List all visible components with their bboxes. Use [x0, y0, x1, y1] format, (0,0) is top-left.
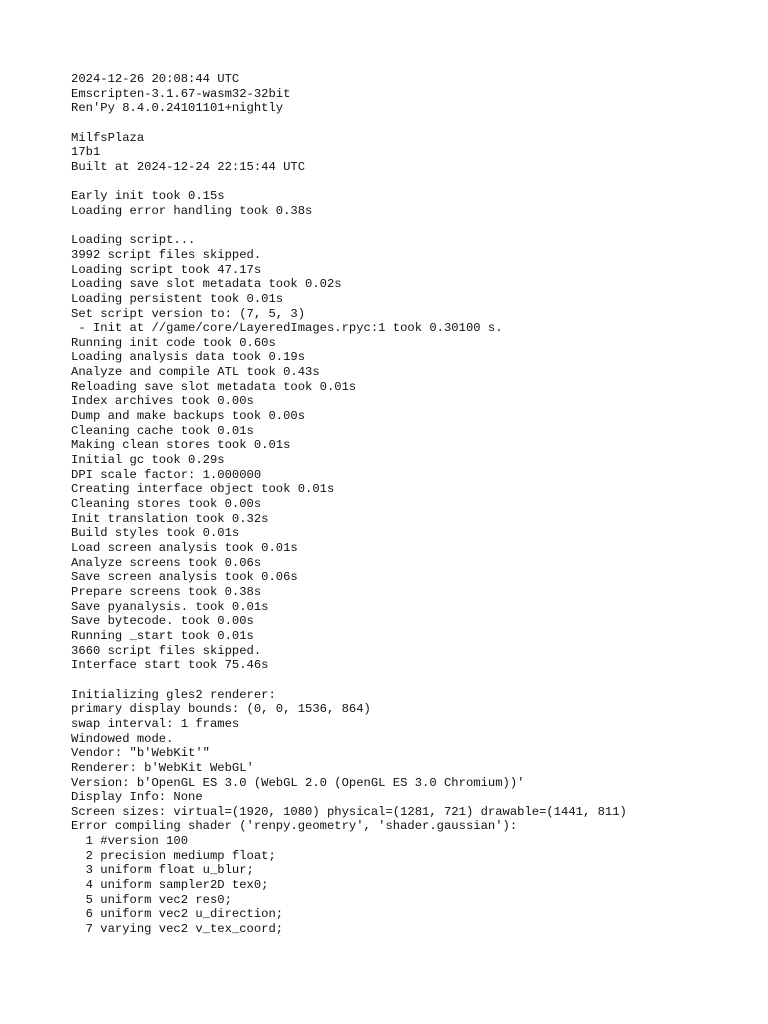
log-line: Initializing gles2 renderer: [71, 687, 276, 702]
log-line: 7 varying vec2 v_tex_coord; [71, 922, 284, 937]
log-line: Emscripten-3.1.67-wasm32-32bit [71, 86, 291, 101]
log-line: Version: b'OpenGL ES 3.0 (WebGL 2.0 (OpenGL ES 3.0 Chromium))' [71, 775, 525, 790]
log-line: Save bytecode. took 0.00s [71, 614, 254, 629]
log-line: Build styles took 0.01s [71, 526, 240, 541]
log-line: Set script version to: (7, 5, 3) [71, 306, 306, 321]
log-line: - Init at //game/core/LayeredImages.rpyc:1 took 0.30100 s. [71, 321, 503, 336]
log-line: 2 precision mediump float; [71, 848, 276, 863]
log-line: Running init code took 0.60s [71, 335, 276, 350]
log-line: Windowed mode. [71, 731, 174, 746]
log-line: 3992 script files skipped. [71, 247, 262, 262]
log-line: Cleaning cache took 0.01s [71, 423, 254, 438]
log-line: Loading save slot metadata took 0.02s [71, 277, 342, 292]
log-line: 3 uniform float u_blur; [71, 863, 254, 878]
log-line: Initial gc took 0.29s [71, 453, 225, 468]
log-blank-line [71, 673, 768, 688]
log-line: Vendor: "b'WebKit'" [71, 746, 210, 761]
log-line: Making clean stores took 0.01s [71, 438, 291, 453]
log-line: 5 uniform vec2 res0; [71, 892, 232, 907]
log-line: Loading error handling took 0.38s [71, 203, 313, 218]
log-line: Early init took 0.15s [71, 189, 225, 204]
log-line: Loading persistent took 0.01s [71, 291, 284, 306]
log-line: Analyze and compile ATL took 0.43s [71, 365, 320, 380]
log-line: Loading script took 47.17s [71, 262, 262, 277]
log-line: 4 uniform sampler2D tex0; [71, 878, 269, 893]
log-line: Running _start took 0.01s [71, 628, 254, 643]
log-line: Dump and make backups took 0.00s [71, 409, 306, 424]
log-line: Init translation took 0.32s [71, 511, 269, 526]
log-line: Reloading save slot metadata took 0.01s [71, 379, 357, 394]
log-line: Interface start took 75.46s [71, 658, 269, 673]
log-line: Loading analysis data took 0.19s [71, 350, 306, 365]
log-line: 2024-12-26 20:08:44 UTC [71, 72, 240, 86]
log-line: Creating interface object took 0.01s [71, 482, 335, 497]
log-line: Loading script... [71, 233, 196, 248]
log-line: Save screen analysis took 0.06s [71, 570, 298, 585]
log-line: Analyze screens took 0.06s [71, 555, 262, 570]
log-line: DPI scale factor: 1.000000 [71, 467, 262, 482]
log-line: swap interval: 1 frames [71, 716, 240, 731]
log-line: Prepare screens took 0.38s [71, 584, 262, 599]
log-blank-line [71, 175, 768, 190]
log-line: Load screen analysis took 0.01s [71, 541, 298, 555]
log-line: Save pyanalysis. took 0.01s [71, 599, 269, 614]
log-line: Display Info: None [71, 790, 203, 805]
log-line: MilfsPlaza [71, 130, 145, 145]
log-blank-line [71, 219, 768, 234]
log-blank-line [71, 116, 768, 131]
log-line: 3660 script files skipped. [71, 643, 262, 658]
log-line: 6 uniform vec2 u_direction; [71, 907, 284, 922]
log-line: Renderer: b'WebKit WebGL' [71, 760, 254, 775]
log-line: Index archives took 0.00s [71, 394, 254, 409]
log-line: Screen sizes: virtual=(1920, 1080) physical=(1281, 721) drawable=(1441, 811) [71, 804, 627, 819]
log-line: 17b1 [71, 145, 101, 160]
log-line: 1 #version 100 [71, 834, 189, 849]
log-line: primary display bounds: (0, 0, 1536, 864) [71, 702, 371, 717]
log-line: Cleaning stores took 0.00s [71, 497, 262, 512]
log-line: Built at 2024-12-24 22:15:44 UTC [71, 159, 306, 174]
console-log [71, 72, 768, 937]
log-line: Ren'Py 8.4.0.24101101+nightly [71, 101, 284, 116]
log-line: Error compiling shader ('renpy.geometry', 'shader.gaussian'): [71, 819, 518, 834]
